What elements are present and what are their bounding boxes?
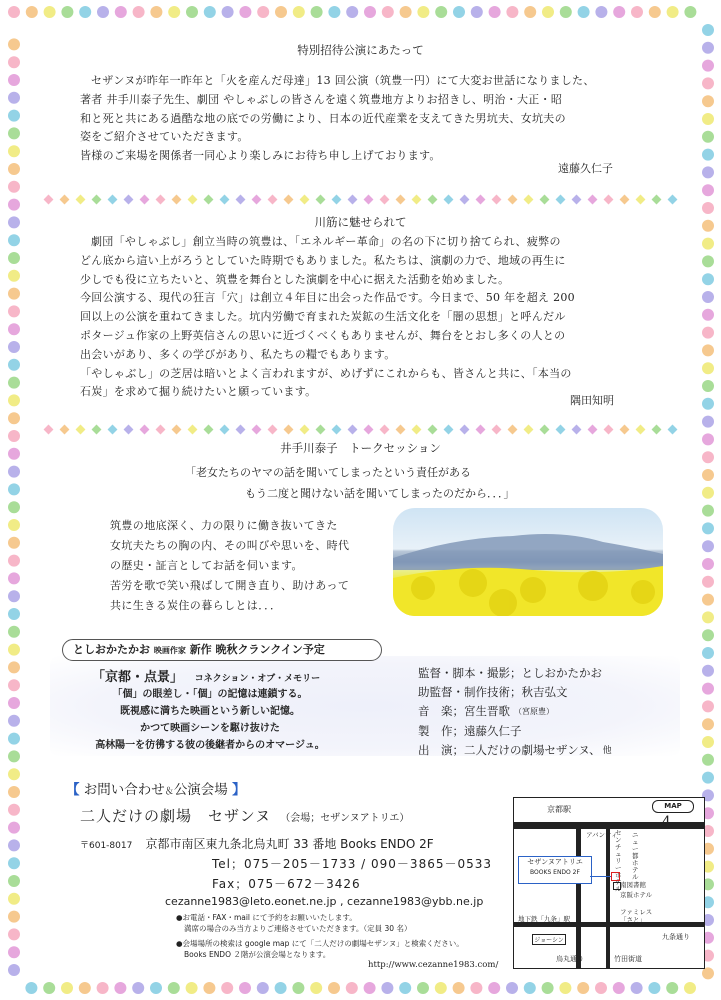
page-number: 4 — [662, 814, 671, 830]
postal-code: 〒601-8017 — [80, 841, 133, 851]
border-dot — [8, 626, 20, 638]
border-dot — [364, 982, 376, 994]
film-subtitle: コネクション・オブ・メモリー — [194, 674, 321, 684]
border-dot — [578, 6, 590, 18]
border-dot — [542, 982, 554, 994]
mountain-icon — [393, 508, 663, 616]
credit-row — [418, 683, 612, 702]
address-row — [80, 833, 434, 852]
border-dot — [702, 683, 714, 695]
border-dot — [702, 60, 714, 72]
bracket-close: 】 — [232, 782, 246, 798]
border-dot — [702, 416, 714, 428]
kujo-label: 九条通り — [662, 933, 690, 941]
border-dot — [8, 483, 20, 495]
border-dot — [8, 750, 20, 762]
border-dot — [702, 629, 714, 641]
border-dot — [702, 558, 714, 570]
border-dot — [702, 113, 714, 125]
border-dot — [239, 982, 251, 994]
border-dot — [97, 982, 109, 994]
atelier-box — [518, 856, 592, 884]
border-dot — [8, 377, 20, 389]
border-dot — [311, 6, 323, 18]
diamond-divider — [40, 418, 680, 428]
takeda-street — [606, 822, 610, 968]
section2-line: 劇団「やしゃぶし」創立当時の筑豊は、「エネルギー革命」の名の下に切り捨てられ、疲弊の — [91, 235, 561, 248]
border-dot — [8, 341, 20, 353]
credit-key: 出 演； — [418, 743, 464, 757]
border-dot — [382, 6, 394, 18]
border-dot — [61, 6, 73, 18]
rapeseed-field-photo — [393, 508, 663, 616]
border-dot — [257, 6, 269, 18]
subway-label: 地下鉄「九条」駅 — [518, 915, 570, 923]
credit-note: 他 — [602, 746, 612, 756]
film-line: 高林陽一を彷彿する彼の後継者からのオマージュ。 — [95, 740, 325, 751]
border-dot — [8, 893, 20, 905]
border-dot — [8, 946, 20, 958]
section2-line: 出会いがあり、多くの学びがあり、私たちの糧でもあります。 — [80, 347, 396, 361]
border-dot — [8, 305, 20, 317]
border-dot — [328, 982, 340, 994]
border-dot — [346, 6, 358, 18]
credit-value: としおかたかお — [521, 666, 602, 680]
border-dot — [613, 6, 625, 18]
border-dot — [702, 327, 714, 339]
border-dot — [8, 163, 20, 175]
border-dot — [631, 982, 643, 994]
border-dot — [631, 6, 643, 18]
theater-row — [80, 805, 409, 826]
film-banner — [62, 639, 382, 661]
email-addresses: cezanne1983@leto.eonet.ne.jp , cezanne1983@ybb.ne.jp — [165, 895, 484, 908]
border-dot — [133, 6, 145, 18]
border-dot — [8, 412, 20, 424]
border-dot — [702, 700, 714, 712]
credit-value: 遠藤久仁子 — [464, 724, 522, 738]
film-line: 既視感に満ちた映画という新しい記憶。 — [120, 706, 300, 717]
border-dot — [702, 309, 714, 321]
aventi-label: アバンティ — [586, 831, 618, 839]
library-label: 南図書館 — [620, 881, 646, 889]
talk-line: 共に生きる炭住の暮らしとは．．． — [110, 599, 282, 612]
border-dot — [239, 6, 251, 18]
border-dot — [702, 505, 714, 517]
section2-title: 川筋に魅せられて — [314, 215, 407, 229]
border-dot — [435, 982, 447, 994]
border-dot — [417, 982, 429, 994]
border-dot — [702, 362, 714, 374]
border-dot — [203, 982, 215, 994]
credit-note: （宮原豊） — [514, 707, 554, 716]
border-dot — [275, 6, 287, 18]
border-dot — [204, 6, 216, 18]
border-dot — [702, 647, 714, 659]
border-dot — [488, 982, 500, 994]
border-dot — [8, 857, 20, 869]
border-dot — [61, 982, 73, 994]
border-dot — [8, 56, 20, 68]
film-line: 「個」の眼差し・「個」の記憶は連鎖する。 — [112, 689, 308, 700]
section1-line: 和と死と共にある過酷な地の底での労働により、日本の近代産業を支えてきた男坑夫、女坑夫の — [80, 111, 566, 125]
border-dot — [577, 982, 589, 994]
border-dot — [186, 6, 198, 18]
border-dot — [702, 718, 714, 730]
border-dot — [489, 6, 501, 18]
border-dot — [8, 644, 20, 656]
credit-key: 製 作； — [418, 724, 464, 738]
film-line: かつて映画シーンを駆け抜けた — [140, 723, 280, 734]
talk-line: 筑豊の地底深く、力の限りに働き抜いてきた — [110, 519, 338, 532]
border-dot — [8, 466, 20, 478]
talk-description — [110, 516, 349, 616]
new-miyako-label: ニュー 都ホテル — [632, 831, 639, 881]
border-dot — [702, 184, 714, 196]
border-dot — [702, 166, 714, 178]
heading-amp: ＆ — [164, 787, 174, 797]
border-dot — [702, 77, 714, 89]
border-dot — [8, 804, 20, 816]
border-dot — [702, 131, 714, 143]
border-dot — [8, 92, 20, 104]
border-dot — [328, 6, 340, 18]
note-line: ●お電話・FAX・mail にて予約をお願いいたします。 — [176, 913, 357, 922]
section1-signature: 遠藤久仁子 — [558, 162, 613, 175]
border-dot — [400, 6, 412, 18]
film-title-row — [92, 666, 320, 685]
karasuma-street — [576, 822, 581, 968]
border-dot — [79, 982, 91, 994]
border-dot — [666, 982, 678, 994]
border-dot — [8, 697, 20, 709]
border-dot — [8, 127, 20, 139]
border-dot — [435, 6, 447, 18]
border-dot — [8, 839, 20, 851]
heading-a: お問い合わせ — [83, 782, 165, 798]
border-dot — [8, 679, 20, 691]
border-dot — [470, 982, 482, 994]
border-dot — [702, 665, 714, 677]
border-dot — [524, 982, 536, 994]
border-dot — [168, 982, 180, 994]
section1-line: セザンヌが昨年一昨年と「火を産んだ母達」13 回公演（筑豊一円）にて大変お世話になりました、 — [91, 74, 595, 87]
credit-key: 音 楽； — [418, 704, 464, 718]
section1-body — [80, 72, 660, 166]
map-badge: MAP — [652, 800, 694, 813]
location-marker-icon — [611, 872, 620, 881]
border-dot — [8, 537, 20, 549]
border-dot — [43, 982, 55, 994]
takeda-label: 竹田街道 — [614, 955, 642, 963]
section2-line: 少しでも役に立ちたいと、筑豊を舞台とした演劇を中心に据えた活動を始めました。 — [80, 272, 510, 286]
section2-line: 今回公演する、現代の狂言「穴」は創立４年目に出会った作品です。今日まで、50 年を超え 200 — [80, 291, 575, 305]
contact-heading — [66, 778, 246, 798]
border-dot — [702, 149, 714, 161]
keihan-label: 京阪ホテル — [620, 891, 653, 899]
section1-line: 皆様のご来場を関係者一同心より楽しみにお待ち申し上げております。 — [80, 149, 441, 163]
border-dot — [8, 199, 20, 211]
credit-row — [418, 664, 612, 683]
books-label: BOOKS ENDO 2F — [530, 869, 580, 876]
border-dot — [8, 875, 20, 887]
credit-value: 二人だけの劇場セザンヌ、 — [464, 743, 601, 757]
border-dot — [8, 715, 20, 727]
border-dot — [221, 982, 233, 994]
film-credits — [418, 664, 612, 761]
section1-line: 姿をご紹介させていただきます。 — [80, 130, 249, 144]
border-dot — [702, 291, 714, 303]
border-dot — [8, 519, 20, 531]
section2-body — [80, 233, 665, 402]
pointer-line — [590, 876, 612, 877]
border-dot — [702, 238, 714, 250]
border-dot — [702, 736, 714, 748]
karasuma-label: 烏丸通り — [556, 955, 584, 963]
station-label: 京都駅 — [534, 804, 584, 816]
border-dot — [684, 982, 696, 994]
border-dot — [25, 982, 37, 994]
film-description — [80, 686, 340, 754]
border-dot — [8, 110, 20, 122]
banner-name: としおかたかお — [73, 643, 150, 656]
border-dot — [364, 6, 376, 18]
border-dot — [8, 590, 20, 602]
border-dot — [702, 540, 714, 552]
bracket-open: 【 — [66, 782, 80, 798]
border-dot — [8, 323, 20, 335]
section2-line: 回以上の公演を重ねてきました。坑内労働で育まれた炭鉱の生活文化を「闇の思想」と呼んだル — [80, 310, 566, 324]
border-dot — [702, 594, 714, 606]
border-dot — [186, 982, 198, 994]
website-url[interactable]: http://www.cezanne1983.com/ — [368, 960, 499, 970]
border-dot — [8, 822, 20, 834]
border-dot — [8, 394, 20, 406]
border-dot — [114, 982, 126, 994]
border-dot — [44, 6, 56, 18]
border-dot — [132, 982, 144, 994]
border-dot — [702, 380, 714, 392]
credit-value: 宮生晋歌 — [464, 704, 510, 718]
phone: Tel；075－205－1733 / 090－3865－0533 — [212, 857, 493, 871]
border-dot — [115, 6, 127, 18]
credit-row — [418, 702, 612, 722]
border-dot — [506, 6, 518, 18]
border-dot — [506, 982, 518, 994]
diamond-divider — [40, 188, 680, 198]
note-line: Books ENDO ２階が公演会場となります。 — [184, 950, 331, 959]
banner-role: 映画作家 — [153, 646, 186, 655]
border-dot — [453, 6, 465, 18]
border-dot — [702, 202, 714, 214]
border-dot — [702, 398, 714, 410]
reservation-note — [176, 912, 464, 960]
fax: Fax；075－672－3426 — [212, 877, 361, 891]
theater-name: 二人だけの劇場 セザンヌ — [80, 807, 272, 825]
border-dot — [8, 501, 20, 513]
border-dot — [702, 576, 714, 588]
atelier-label: セザンヌアトリエ — [527, 858, 583, 866]
border-dot — [8, 6, 20, 18]
note-line: 満席の場合のみ当方よりご連絡させていただきます。（定員 30 名） — [184, 924, 412, 933]
talk-line: 苦労を歌で笑い飛ばして開き直り、助けあって — [110, 579, 350, 592]
border-dot — [471, 6, 483, 18]
border-dot — [702, 469, 714, 481]
border-dot — [310, 982, 322, 994]
border-dot — [542, 6, 554, 18]
family-label: ファミレス「さと」 — [620, 908, 653, 924]
credit-value: 秋吉弘文 — [521, 685, 568, 699]
border-dot — [595, 982, 607, 994]
section1-title: 特別招待公演にあたって — [297, 43, 424, 57]
border-dot — [8, 911, 20, 923]
section2-line: 「やしゃぶし」の芝居は暗いとよく言われますが、めげずにこれからも、皆さんと共に、「本当の — [80, 366, 572, 380]
access-map — [513, 797, 705, 969]
border-dot — [702, 487, 714, 499]
border-dot — [8, 359, 20, 371]
border-dot — [702, 754, 714, 766]
section2-line: どん底から這い上がろうとしていた時期でもありました。私たちは、演劇の力で、地域の再生に — [80, 253, 566, 267]
border-dot — [667, 6, 679, 18]
credit-key: 助監督・制作技術； — [418, 685, 522, 699]
joshin-label: ジョーシン — [534, 937, 564, 944]
joshin-box — [532, 934, 566, 945]
border-dot — [346, 982, 358, 994]
banner-rest: 新作 晩秋クランクイン予定 — [189, 643, 325, 656]
border-dot — [702, 24, 714, 36]
border-dot — [8, 234, 20, 246]
border-dot — [453, 982, 465, 994]
border-dot — [8, 252, 20, 264]
section2-line: 石炭」を求めて掘り続けたいと願っています。 — [80, 385, 317, 399]
border-dot — [524, 6, 536, 18]
section1-line: 著者 井手川泰子先生、劇団 やしゃぶしの皆さんを遠く筑豊地方よりお招きし、明治・大正・昭 — [80, 92, 563, 106]
quote-line: もう二度と聞けない話を聞いてしまったのだから．．．」 — [245, 487, 515, 500]
border-dot — [292, 982, 304, 994]
border-dot — [684, 6, 696, 18]
border-dot — [150, 6, 162, 18]
border-dot — [8, 555, 20, 567]
border-dot — [595, 6, 607, 18]
border-dot — [649, 6, 661, 18]
border-dot — [79, 6, 91, 18]
border-dot — [702, 611, 714, 623]
border-dot — [8, 768, 20, 780]
border-dot — [8, 661, 20, 673]
border-dot — [8, 733, 20, 745]
border-dot — [97, 6, 109, 18]
border-dot — [559, 982, 571, 994]
heading-b: 公演会場 — [173, 782, 228, 798]
border-dot — [648, 982, 660, 994]
border-dot — [8, 181, 20, 193]
quote-line: 「老女たちのヤマの話を聞いてしまったという責任がある — [185, 466, 471, 479]
border-dot — [8, 270, 20, 282]
border-dot — [26, 6, 38, 18]
address: 京都市南区東九条北烏丸町 33 番地 Books ENDO 2F — [145, 837, 434, 851]
border-dot — [702, 344, 714, 356]
border-dot — [417, 6, 429, 18]
border-dot — [168, 6, 180, 18]
section3-title: 井手川泰子 トークセッション — [280, 441, 441, 455]
border-dot — [702, 273, 714, 285]
note-line: ●会場場所の検索は google map にて「二人だけの劇場セザンヌ」と検索ください。 — [176, 939, 464, 948]
border-dot — [8, 572, 20, 584]
section2-signature: 隅田知明 — [570, 394, 614, 407]
border-dot — [381, 982, 393, 994]
border-dot — [8, 964, 20, 976]
border-dot — [702, 772, 714, 784]
section2-line: ポタージュ作家の上野英信さんの思いに近づくべくもありませんが、舞台をとおし多くの人との — [80, 328, 566, 342]
credit-row — [418, 741, 612, 761]
border-dot — [613, 982, 625, 994]
border-dot — [8, 145, 20, 157]
border-dot — [702, 95, 714, 107]
border-dot — [293, 6, 305, 18]
talk-line: 女坑夫たちの胸の内、その叫びや思いを、時代 — [110, 539, 350, 552]
border-dot — [8, 288, 20, 300]
border-dot — [560, 6, 572, 18]
film-title: 「京都・点景」 — [92, 670, 184, 685]
border-dot — [8, 74, 20, 86]
credit-row — [418, 722, 612, 741]
border-dot — [257, 982, 269, 994]
border-dot — [8, 928, 20, 940]
border-dot — [275, 982, 287, 994]
border-dot — [702, 255, 714, 267]
border-dot — [702, 522, 714, 534]
century-label: センチュリー ホテル — [615, 829, 622, 893]
border-dot — [702, 967, 714, 979]
theater-note: （会場；セザンヌアトリエ） — [280, 813, 410, 824]
border-dot — [222, 6, 234, 18]
border-dot — [8, 786, 20, 798]
credit-key: 監督・脚本・撮影； — [418, 666, 522, 680]
border-dot — [150, 982, 162, 994]
border-dot — [8, 608, 20, 620]
border-dot — [399, 982, 411, 994]
talk-line: の歴史・証言としてお話を伺います。 — [110, 559, 303, 572]
